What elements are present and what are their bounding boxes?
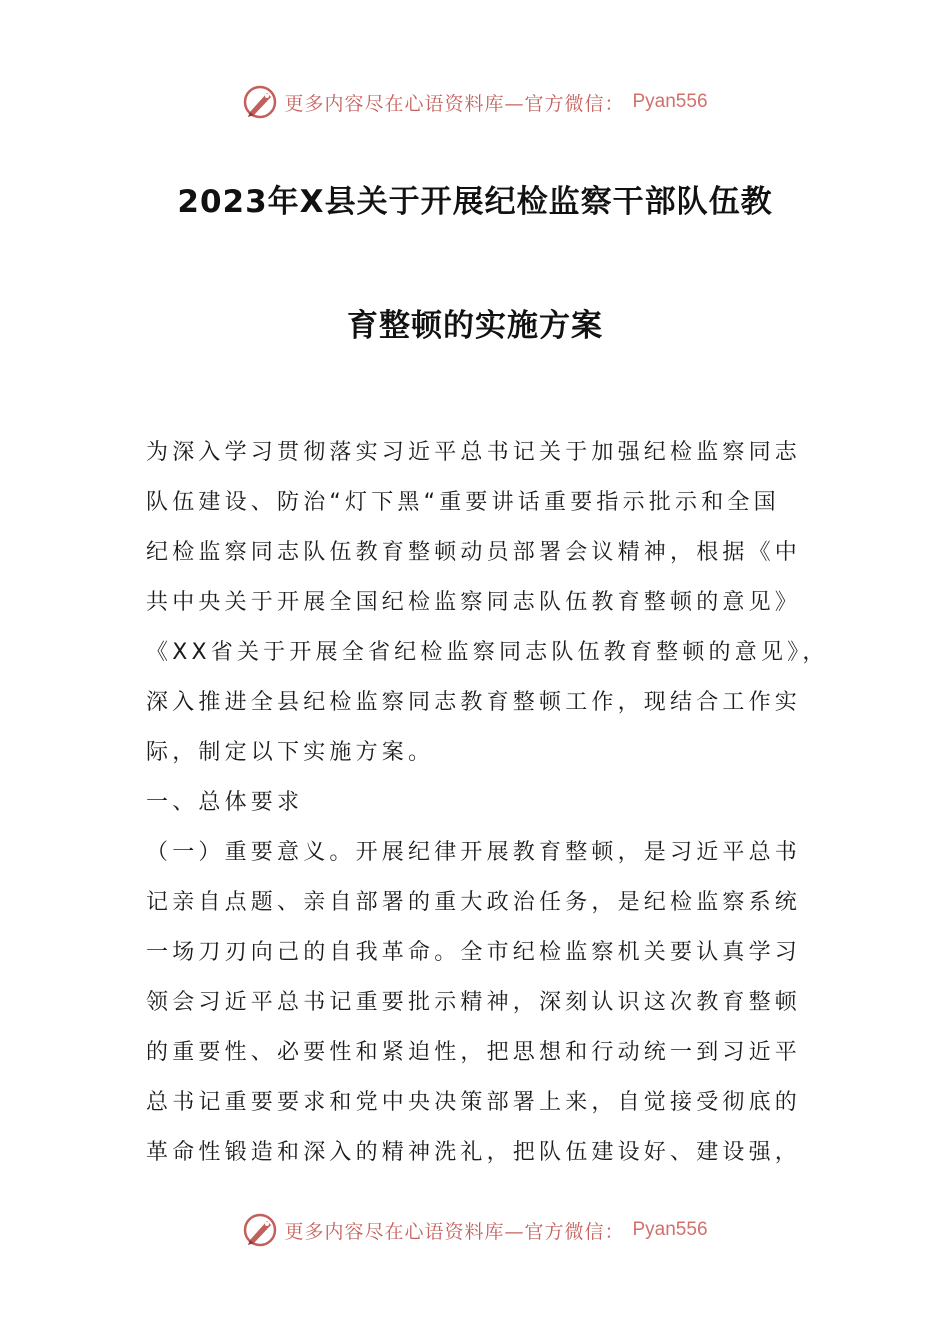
watermark-text: 更多内容尽在心语资料库—官方微信：	[284, 92, 625, 115]
header-watermark	[0, 82, 950, 122]
body-line: 纪检监察同志队伍教育整顿动员部署会议精神，根据《中	[146, 540, 802, 565]
body-line: （一）重要意义。开展纪律开展教育整顿，是习近平总书	[146, 840, 802, 865]
body-line: 领会习近平总书记重要批示精神，深刻认识这次教育整顿	[146, 990, 802, 1015]
watermark-wechat-id: Pyan556	[632, 1219, 708, 1240]
pen-logo-icon	[242, 84, 278, 120]
document-title-line-1: 2023年X县关于开展纪检监察干部队伍教	[177, 184, 773, 220]
body-line: 共中央关于开展全国纪检监察同志队伍教育整顿的意见》	[146, 590, 802, 615]
body-line: 一场刀刃向己的自我革命。全市纪检监察机关要认真学习	[146, 940, 802, 965]
body-line: 《XX省关于开展全省纪检监察同志队伍教育整顿的意见》，	[146, 640, 829, 665]
document-title-line-2: 育整顿的实施方案	[347, 308, 603, 344]
body-line: 际，制定以下实施方案。	[146, 740, 435, 765]
body-line: 总书记重要要求和党中央决策部署上来，自觉接受彻底的	[146, 1090, 802, 1115]
footer-watermark	[0, 1210, 950, 1250]
watermark-wechat-id: Pyan556	[632, 91, 708, 112]
watermark-text: 更多内容尽在心语资料库—官方微信：	[284, 1220, 625, 1243]
body-line: 队伍建设、防治“灯下黑“重要讲话重要指示批示和全国	[146, 490, 780, 515]
body-line: 深入推进全县纪检监察同志教育整顿工作，现结合工作实	[146, 690, 802, 715]
body-line: 的重要性、必要性和紧迫性，把思想和行动统一到习近平	[146, 1040, 802, 1065]
pen-logo-icon	[242, 1212, 278, 1248]
body-line: 记亲自点题、亲自部署的重大政治任务，是纪检监察系统	[146, 890, 802, 915]
section-heading: 一、总体要求	[146, 790, 304, 815]
document-body	[146, 428, 829, 1178]
body-line: 革命性锻造和深入的精神洗礼，把队伍建设好、建设强，	[146, 1140, 802, 1165]
body-line: 为深入学习贯彻落实习近平总书记关于加强纪检监察同志	[146, 440, 802, 465]
